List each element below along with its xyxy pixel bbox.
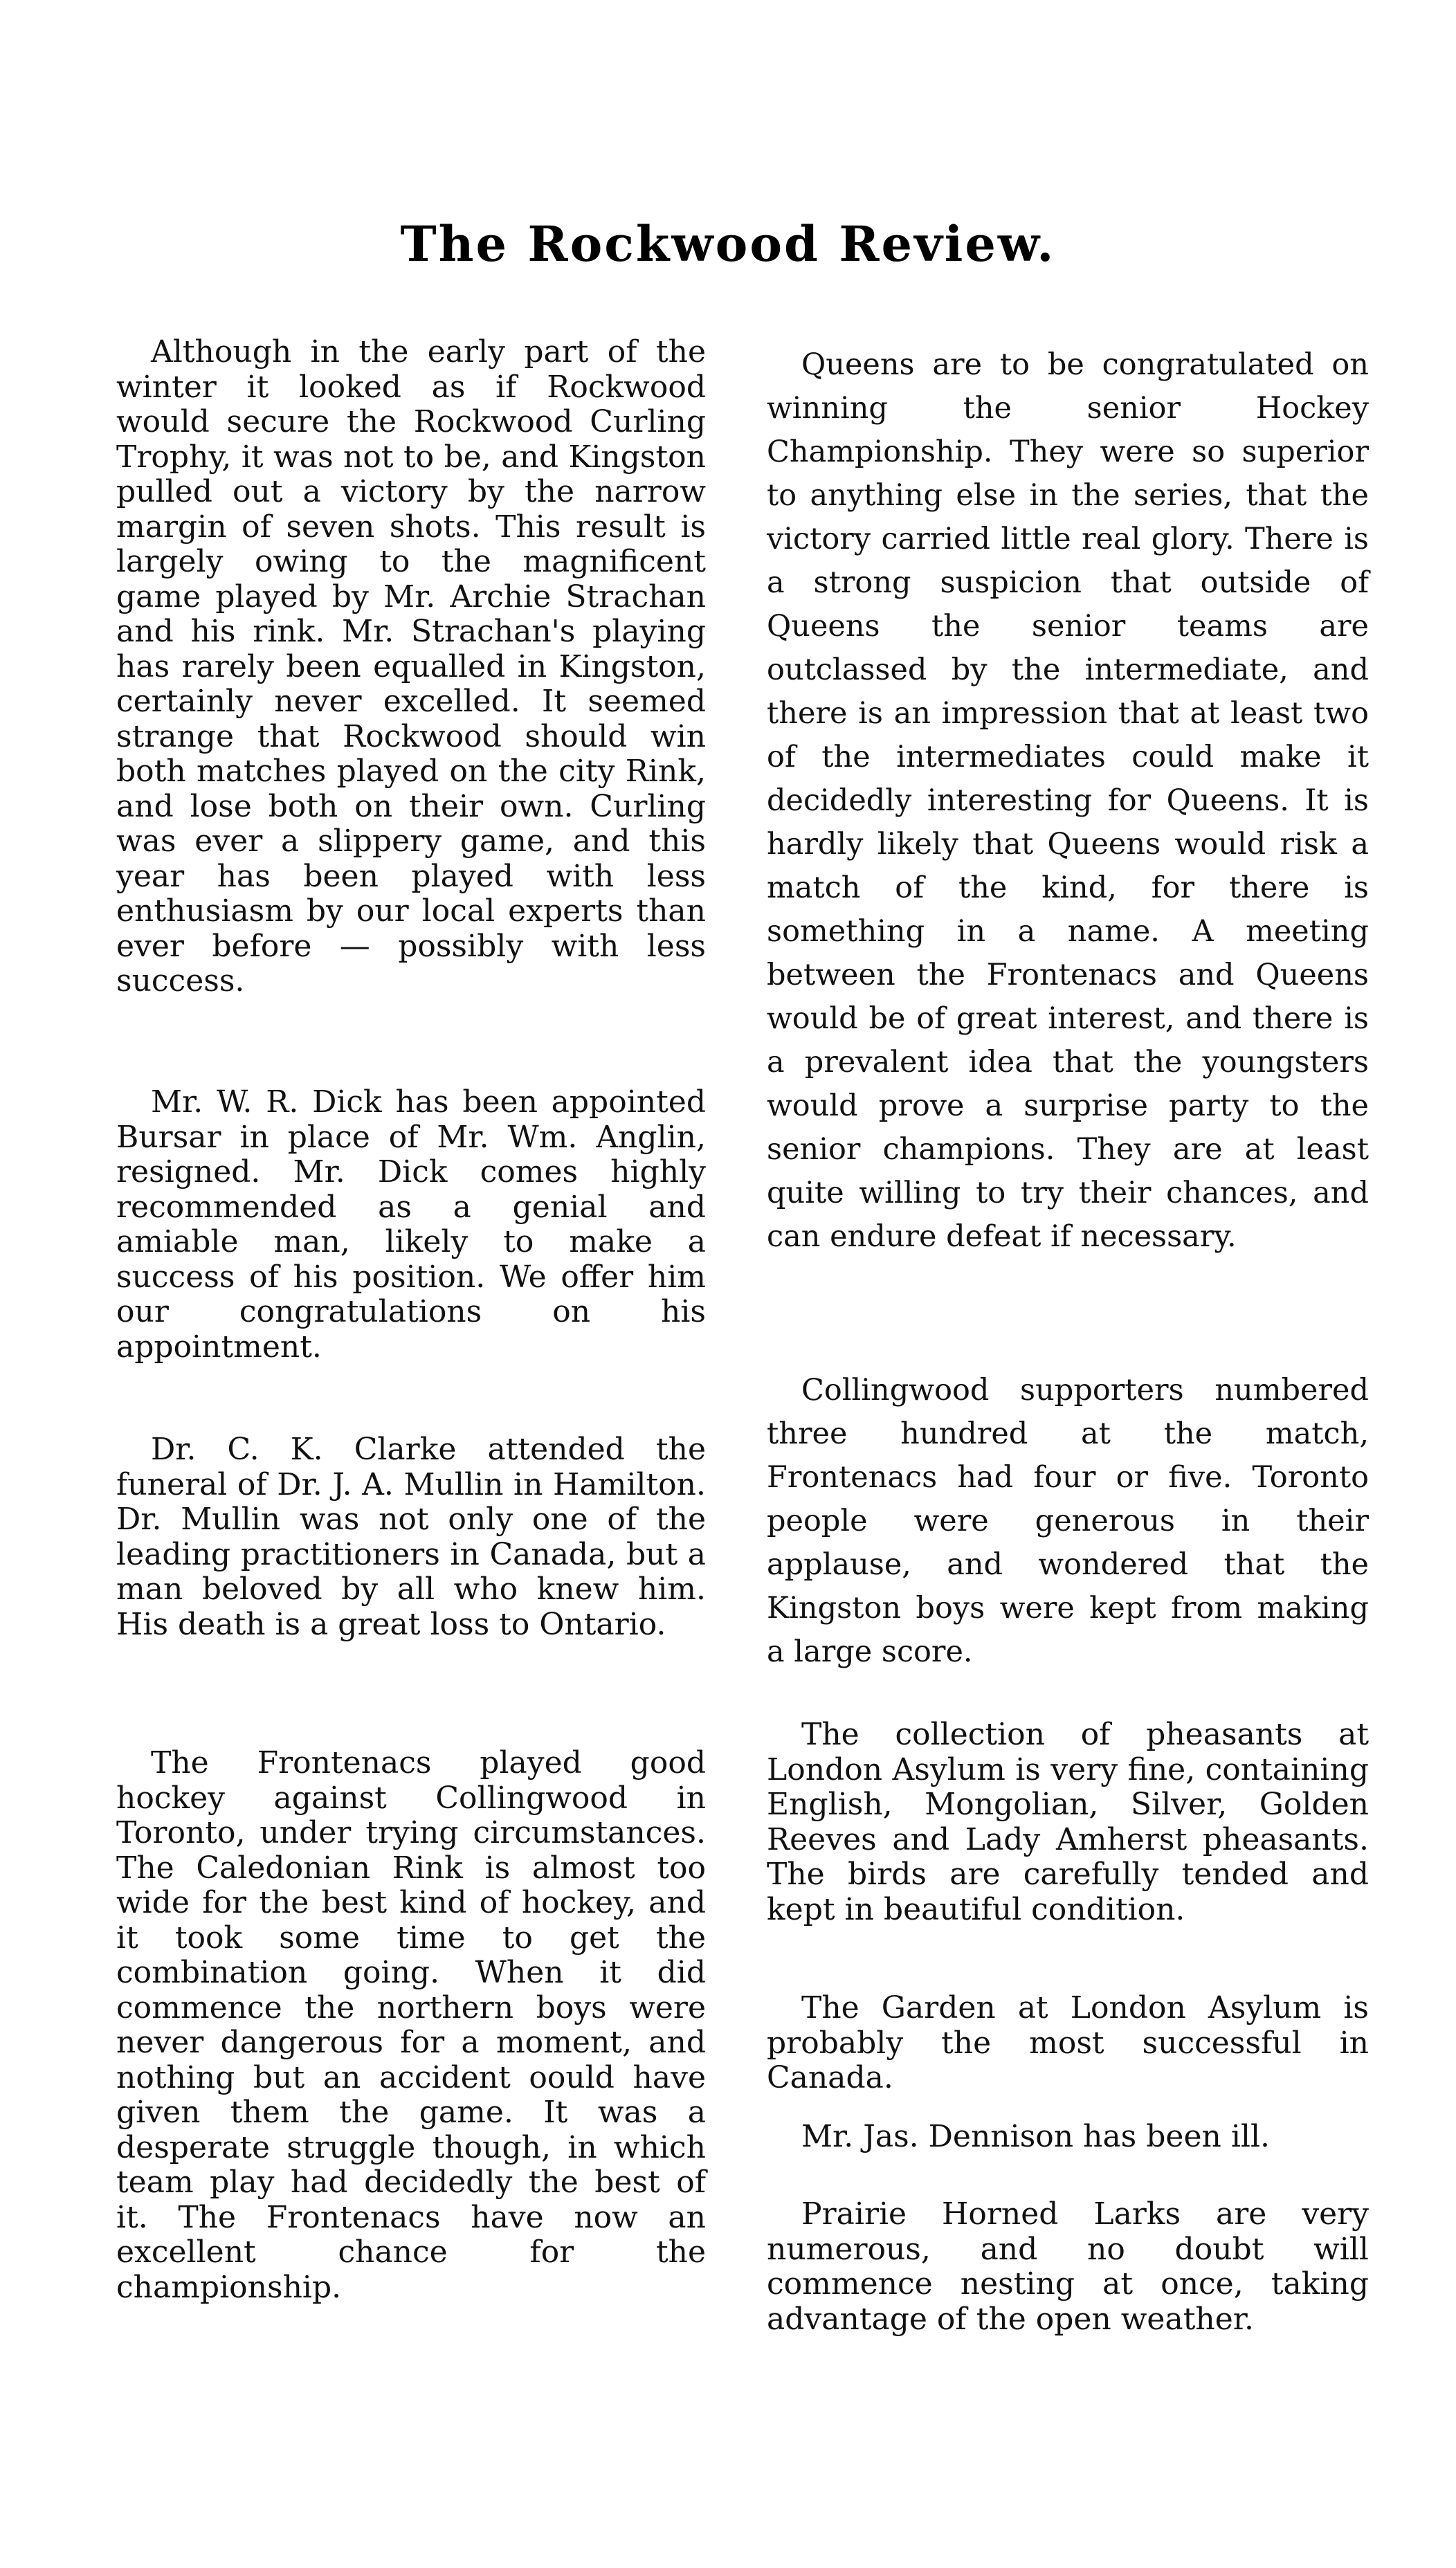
article-horned-larks: Prairie Horned Larks are very numerous, and no doubt will commence nesting at once, taking advantage of the open weather. [767,2196,1369,2337]
masthead-title: The Rockwood Review. [400,215,1056,273]
article-curling-trophy: Although in the early part of the winter it looked as if Rockwood would secure the Rockwood Curling Trophy, it was not to be, and Kingston pulled out a victory by the narrow margin of seven shots. This result is largely owing to the magnificent game played by Mr. Archie Strachan and his rink. Mr. Strachan's playing has rarely been equalled in Kingston, certainly never excelled. It seemed strange that Rockwood should win both matches played on the city Rink, and lose both on their own. Curling was ever a slippery game, and this year has been played with less enthusiasm by our local experts than ever before — possibly with less success. [116,334,706,999]
article-collingwood-supporters: Collingwood supporters numbered three hundred at the match, Frontenacs had four or five. Toronto people were generous in their applause, and wondered that the Kingston boys were kept from making a large score. [767,1373,1369,1669]
article-london-pheasants: The collection of pheasants at London Asylum is very fine, containing English, Mongolian, Silver, Golden Reeves and Lady Amherst pheasants. The birds are carefully tended and kept in beautiful condition. [767,1717,1369,1927]
article-london-garden: The Garden at London Asylum is probably the most successful in Canada. [767,1990,1369,2095]
article-bursar-appointment: Mr. W. R. Dick has been appointed Bursar in place of Mr. Wm. Anglin, resigned. Mr. Dick comes highly recommended as a genial and amiable man, likely to make a success of his position. We offer him our congratulations on his appointment. [116,1084,706,1365]
article-queens-hockey: Queens are to be congratulated on winning the senior Hockey Championship. They were so superior to anything else in the series, that the victory carried little real glory. There is a strong suspicion that outside of Queens the senior teams are outclassed by the intermediate, and there is an impression that at least two of the intermediates could make it decidedly interesting for Queens. It is hardly likely that Queens would risk a match of the kind, for there is something in a name. A meeting between the Frontenacs and Queens would be of great interest, and there is a prevalent idea that the youngsters would prove a surprise party to the senior champions. They are at least quite willing to try their chances, and can endure defeat if necessary. [767,347,1369,1254]
article-mullin-funeral: Dr. C. K. Clarke attended the funeral of Dr. J. A. Mullin in Hamilton. Dr. Mullin was not only one of the leading practitioners in Canada, but a man beloved by all who knew him. His death is a great loss to Ontario. [116,1432,706,1642]
article-dennison-ill: Mr. Jas. Dennison has been ill. [801,2119,1271,2154]
article-frontenacs-collingwood: The Frontenacs played good hockey against Collingwood in Toronto, under trying circumstances. The Caledonian Rink is almost too wide for the best kind of hockey, and it took some time to get the combination going. When it did commence the northern boys were never dangerous for a moment, and nothing but an accident oould have given them the game. It was a desperate struggle though, in which team play had decidedly the best of it. The Frontenacs have now an excellent chance for the championship. [116,1745,706,2305]
